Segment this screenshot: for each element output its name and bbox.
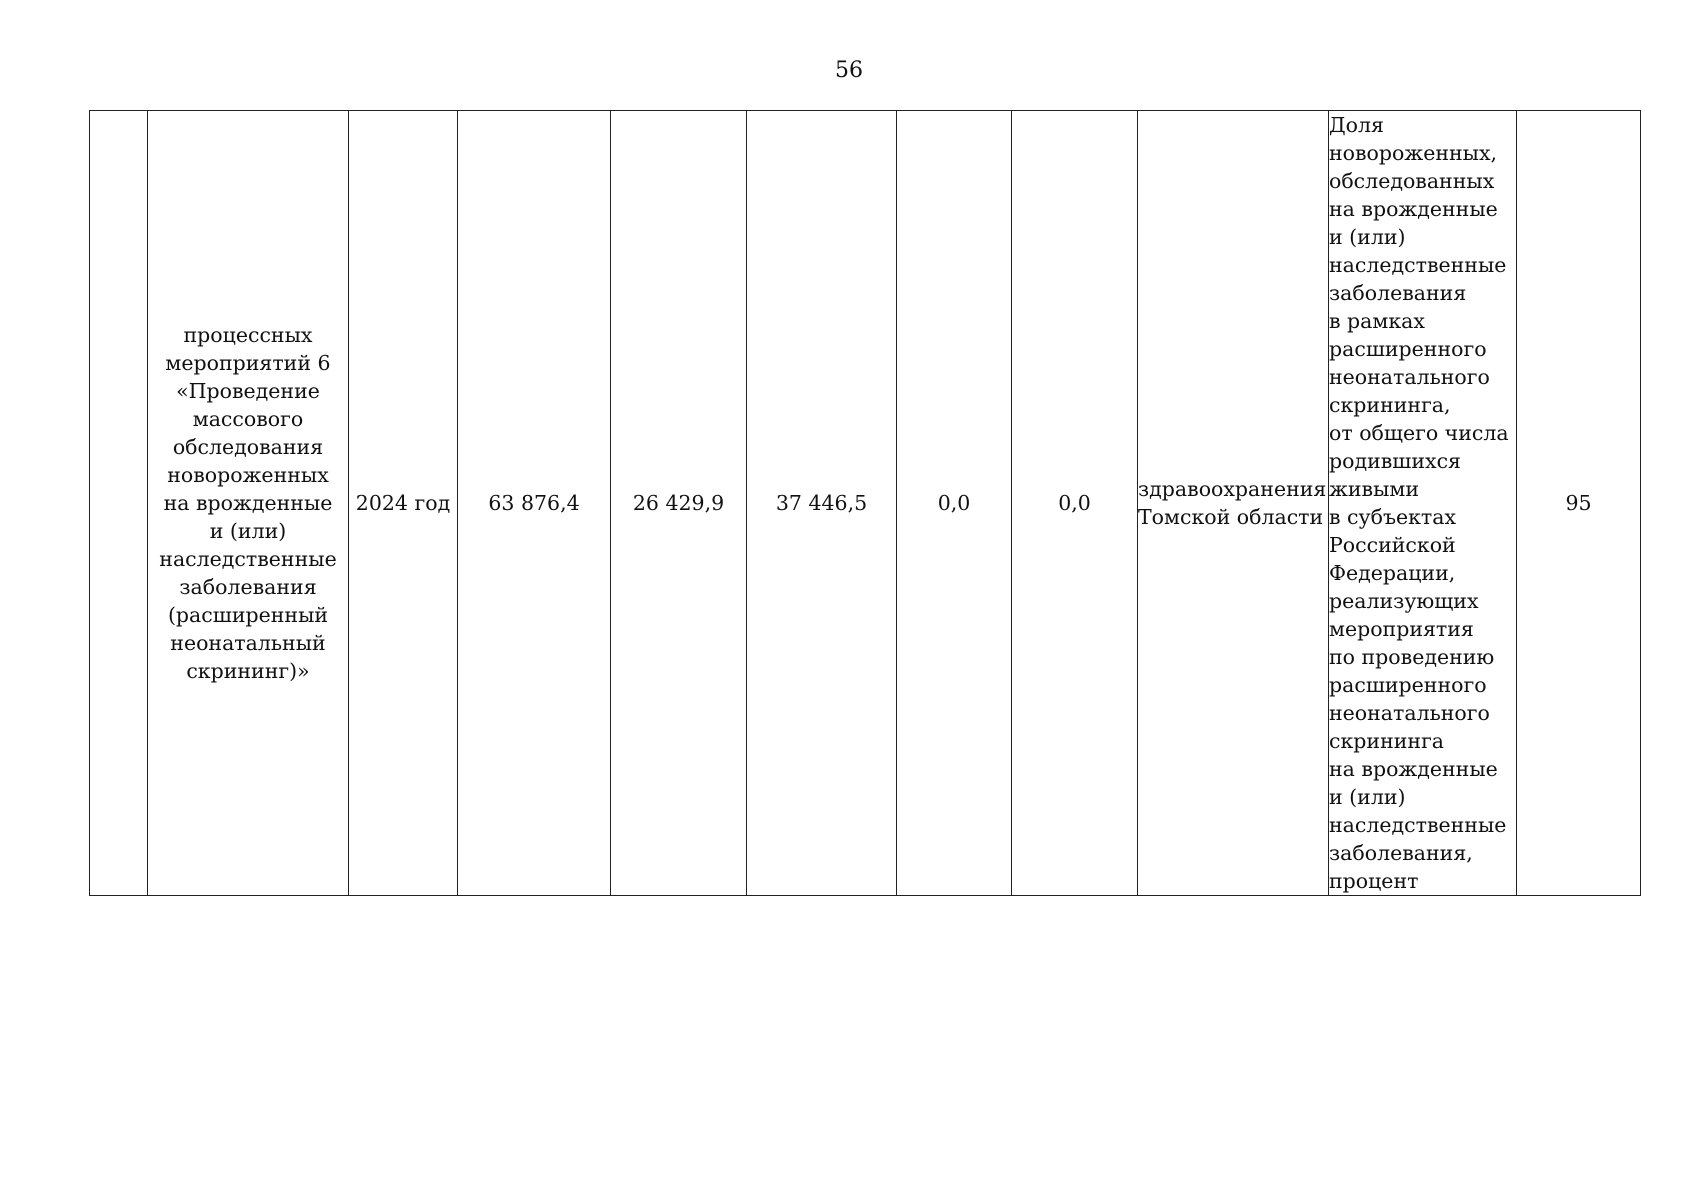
activity-name-cell: процессных мероприятий 6 «Проведение массового обследования новороженных на врожденные и (или) наследственные заболевания (расширенный неонатальный скрининг)» [148,111,349,896]
regional-budget-cell: 37 446,5 [747,111,897,896]
indicator-value-cell: 95 [1517,111,1641,896]
total-funding-cell: 63 876,4 [458,111,611,896]
extrabudgetary-cell: 0,0 [1012,111,1138,896]
table-row [90,111,1641,896]
page-number: 56 [835,58,863,83]
indicator-cell: Доля новороженных, обследованных на врожденные и (или) наследственные заболевания в рамках расширенного неонатального скрининга, от общего числа родившихся живыми в субъектах Российской Федерации, реализующих мероприятия по проведению расширенного неонатального скрининга на врожденные и (или) наследственные заболевания, процент [1329,111,1517,896]
row-number-cell [90,111,148,896]
local-budget-cell: 0,0 [897,111,1012,896]
federal-budget-cell: 26 429,9 [611,111,747,896]
executor-cell: здравоохранения Томской области [1138,111,1329,896]
program-table [89,110,1641,896]
year-cell: 2024 год [349,111,458,896]
